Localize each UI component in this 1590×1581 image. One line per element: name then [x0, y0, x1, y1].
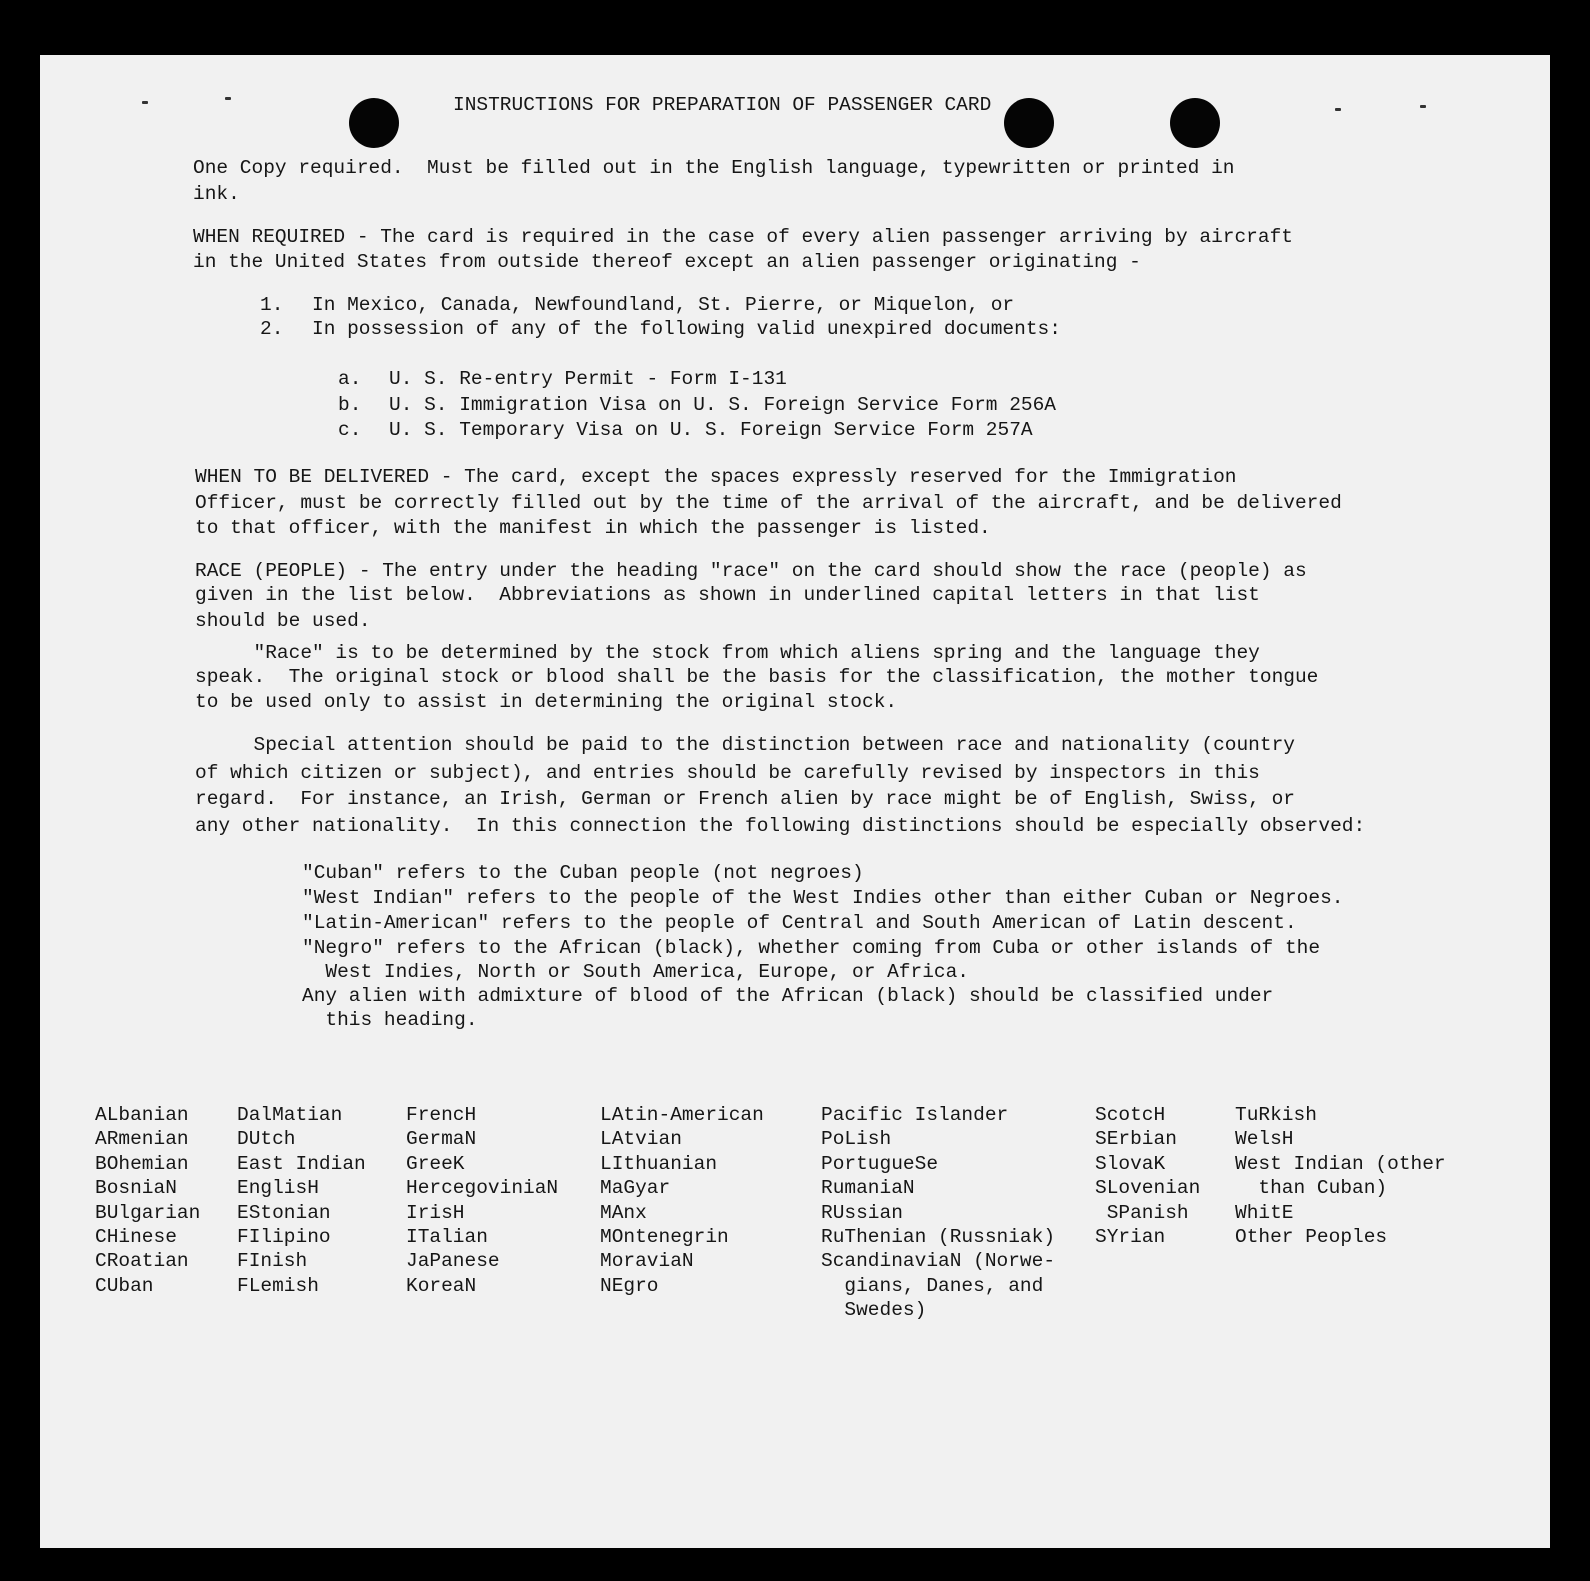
race-entry: RumaniaN: [821, 1177, 915, 1200]
list-item-text: In possession of any of the following valid unexpired documents:: [312, 318, 1061, 340]
race-entry: ITalian: [406, 1225, 488, 1248]
race-column-4: [600, 1103, 764, 1298]
document-text: U. S. Re-entry Permit - Form I-131: [389, 368, 787, 390]
punch-hole-3: [1170, 98, 1220, 148]
race-entry: KoreaN: [406, 1274, 477, 1297]
when-required-line-1: WHEN REQUIRED - The card is required in the case of every alien passenger arriving by aircraft: [193, 226, 1293, 248]
punch-hole-1: [349, 98, 399, 148]
race-people-line-2: given in the list below. Abbreviations as shown in underlined capital letters in that list: [195, 584, 1260, 606]
race-entry: ScotcH: [1095, 1104, 1166, 1126]
race-entry: Swedes): [821, 1299, 927, 1322]
race-def-line-1: "Race" is to be determined by the stock from which aliens spring and the language they: [195, 642, 1260, 664]
race-entry: gians, Danes, and: [821, 1274, 1044, 1297]
document-text: U. S. Temporary Visa on U. S. Foreign Service Form 257A: [389, 419, 1033, 441]
intro-line-1: One Copy required. Must be filled out in the English language, typewritten or printed in: [193, 157, 1235, 179]
race-entry: FIlipino: [237, 1225, 331, 1248]
race-entry: LIthuanian: [600, 1152, 718, 1175]
race-entry: ScandinaviaN (Norwe-: [821, 1250, 1056, 1273]
race-entry: BOhemian: [95, 1152, 189, 1175]
distinction-line: West Indies, North or South America, Europe, or Africa.: [302, 961, 970, 983]
when-required-line-2: in the United States from outside thereof except an alien passenger originating -: [193, 251, 1141, 273]
race-entry: CRoatian: [95, 1250, 189, 1273]
race-entry: LAtvian: [600, 1128, 682, 1151]
distinction-line: "Latin-American" refers to the people of Central and South American of Latin descent.: [302, 912, 1297, 934]
race-entry: MoraviaN: [600, 1250, 694, 1273]
intro-line-2: ink.: [193, 183, 240, 205]
distinction-line: "Negro" refers to the African (black), whether coming from Cuba or other islands of the: [302, 937, 1321, 959]
race-entry: WelsH: [1235, 1128, 1294, 1151]
special-line-1: Special attention should be paid to the distinction between race and nationality (country: [195, 734, 1295, 756]
race-entry: RuThenian (Russniak): [821, 1225, 1056, 1248]
race-entry: IrisH: [406, 1201, 465, 1224]
list-number: 1.: [260, 294, 284, 316]
race-entry: Other Peoples: [1235, 1225, 1388, 1248]
race-def-line-2: speak. The original stock or blood shall be the basis for the classification, the mother tongue: [195, 666, 1319, 688]
distinction-line: "Cuban" refers to the Cuban people (not negroes): [302, 862, 864, 884]
list-number: 2.: [260, 318, 284, 340]
race-entry: Pacific Islander: [821, 1104, 1009, 1126]
punch-hole-2: [1004, 98, 1054, 148]
race-entry: EStonian: [237, 1201, 331, 1224]
race-entry: GreeK: [406, 1152, 465, 1175]
document-page: [40, 55, 1550, 1548]
special-line-4: any other nationality. In this connection the following distinctions should be especially observed:: [195, 815, 1366, 837]
when-delivered-line-2: Officer, must be correctly filled out by the time of the arrival of the aircraft, and be delivered: [195, 492, 1342, 514]
race-entry: SPanish: [1095, 1201, 1189, 1224]
page-title: INSTRUCTIONS FOR PREPARATION OF PASSENGER CARD: [453, 94, 992, 116]
race-entry: TuRkish: [1235, 1104, 1317, 1126]
race-entry: BUlgarian: [95, 1201, 201, 1224]
when-delivered-line-1: WHEN TO BE DELIVERED - The card, except the spaces expressly reserved for the Immigration: [195, 466, 1237, 488]
race-entry: FLemish: [237, 1274, 319, 1297]
race-entry: BosniaN: [95, 1177, 177, 1200]
race-entry: SLovenian: [1095, 1177, 1201, 1200]
race-entry: HercegoviniaN: [406, 1177, 559, 1200]
distinction-line: "West Indian" refers to the people of the West Indies other than either Cuban or Negroes.: [302, 887, 1344, 909]
race-entry: ARmenian: [95, 1128, 189, 1151]
special-line-3: regard. For instance, an Irish, German or French alien by race might be of English, Swiss, or: [195, 788, 1295, 810]
race-entry: CHinese: [95, 1225, 177, 1248]
race-entry: MaGyar: [600, 1177, 671, 1200]
race-column-7: [1235, 1103, 1446, 1249]
distinction-line: Any alien with admixture of blood of the African (black) should be classified under: [302, 985, 1274, 1007]
race-entry: West Indian (other: [1235, 1152, 1446, 1175]
race-column-2: [237, 1103, 366, 1298]
race-entry: SErbian: [1095, 1128, 1177, 1151]
race-entry: DalMatian: [237, 1104, 343, 1126]
race-entry: ALbanian: [95, 1104, 189, 1126]
race-entry: WhitE: [1235, 1201, 1294, 1224]
race-column-6: [1095, 1103, 1200, 1249]
race-entry: DUtch: [237, 1128, 296, 1151]
race-entry: NEgro: [600, 1274, 659, 1297]
race-entry: SYrian: [1095, 1225, 1166, 1248]
race-column-3: [406, 1103, 558, 1298]
document-text: U. S. Immigration Visa on U. S. Foreign Service Form 256A: [389, 394, 1057, 416]
list-item-text: In Mexico, Canada, Newfoundland, St. Pierre, or Miquelon, or: [312, 294, 1015, 316]
specks: [1420, 105, 1426, 108]
race-entry: MAnx: [600, 1201, 647, 1224]
document-letter: b.: [338, 394, 362, 416]
specks: [142, 101, 148, 104]
race-entry: than Cuban): [1235, 1177, 1388, 1200]
race-entry: PortugueSe: [821, 1152, 939, 1175]
race-column-1: [95, 1103, 200, 1298]
special-line-2: of which citizen or subject), and entries should be carefully revised by inspectors in this: [195, 762, 1260, 784]
specks: [225, 97, 231, 100]
race-entry: SlovaK: [1095, 1152, 1166, 1175]
race-def-line-3: to be used only to assist in determining the original stock.: [195, 691, 898, 713]
document-letter: a.: [338, 368, 362, 390]
race-people-line-1: RACE (PEOPLE) - The entry under the heading "race" on the card should show the race (people) as: [195, 560, 1307, 582]
race-entry: MOntenegrin: [600, 1225, 729, 1248]
when-delivered-line-3: to that officer, with the manifest in which the passenger is listed.: [195, 517, 991, 539]
race-entry: LAtin-American: [600, 1104, 764, 1126]
race-entry: PoLish: [821, 1128, 892, 1151]
race-entry: FrencH: [406, 1104, 477, 1126]
race-entry: CUban: [95, 1274, 154, 1297]
race-entry: RUssian: [821, 1201, 903, 1224]
distinction-line: this heading.: [302, 1009, 478, 1031]
specks: [1335, 108, 1341, 111]
document-letter: c.: [338, 419, 362, 441]
race-entry: EnglisH: [237, 1177, 319, 1200]
race-people-line-3: should be used.: [195, 610, 371, 632]
race-entry: JaPanese: [406, 1250, 500, 1273]
race-entry: East Indian: [237, 1152, 366, 1175]
race-column-5: [821, 1103, 1055, 1323]
race-entry: FInish: [237, 1250, 308, 1273]
race-entry: GermaN: [406, 1128, 477, 1151]
